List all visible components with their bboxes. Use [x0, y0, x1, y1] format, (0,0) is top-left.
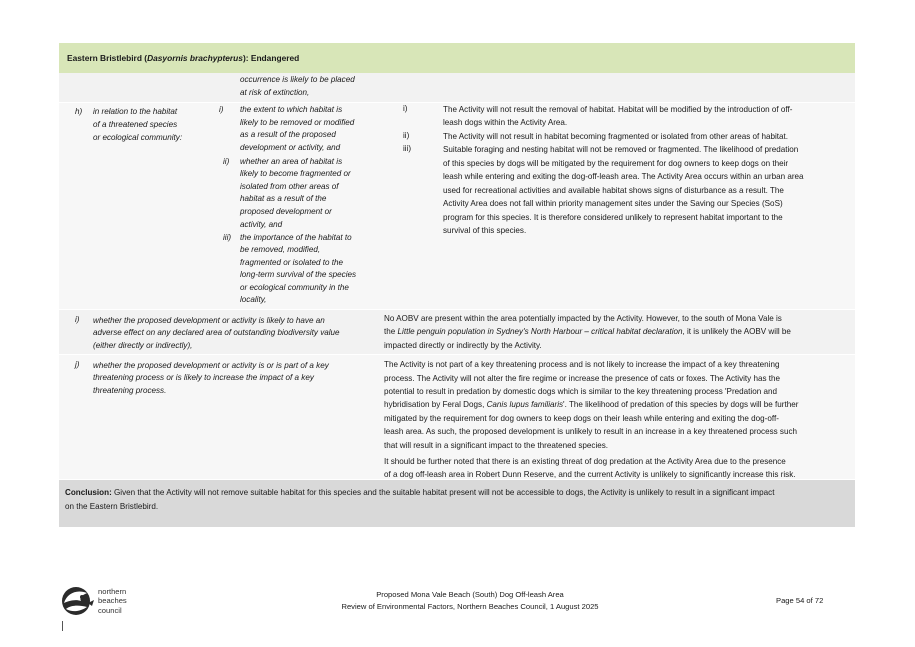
response-i-line-3: impacted directly or indirectly by the Activity.: [384, 341, 542, 350]
criterion-h-line-2: of a threatened species: [93, 120, 178, 129]
subitem-iii-line: the importance of the habitat to: [240, 233, 352, 242]
logo-line: council: [98, 605, 122, 615]
conclusion-line-2: on the Eastern Bristlebird.: [65, 502, 159, 511]
table-row-j: [59, 355, 855, 479]
table-row-h: [59, 103, 855, 309]
response-j-line: It should be further noted that there is an existing threat of dog predation at the Activity Area due to the presence: [384, 457, 786, 466]
conclusion-row: [59, 480, 855, 527]
response-j-text: hybridisation by Feral Dogs,: [384, 400, 487, 409]
criterion-i-line-1: whether the proposed development or activity is likely to have an: [93, 316, 325, 325]
subitem-ii-line: activity, and: [240, 220, 283, 229]
criterion-i-line-3: (either directly or indirectly),: [93, 341, 193, 350]
conclusion-line-1: [65, 486, 855, 500]
species-latin-name: Dasyornis brachypterus: [147, 53, 243, 63]
response-line: Activity Area does not fall within priority management sites under the Saving our Species (SoS): [443, 199, 783, 208]
response-j-line: leash area. As such, the proposed development is unlikely to result in an increase in a key threatened process such: [384, 427, 798, 436]
response-line: The Activity will not result the removal of habitat. Habitat will be modified by the introduction of off-: [443, 105, 793, 114]
response-num-iii: iii): [403, 144, 412, 153]
criterion-h-line-1: in relation to the habitat: [93, 107, 178, 116]
row-letter-i: i): [75, 315, 80, 324]
footer-divider: [62, 621, 63, 631]
response-j-line: The Activity is not part of a key threatening process and is not likely to increase the impact of a key threatening: [384, 360, 780, 369]
table-row-i: [59, 310, 855, 354]
subitem-iii-line: be removed, modified,: [240, 245, 321, 254]
logo-line: northern: [98, 587, 127, 596]
subitem-i-line: the extent to which habitat is: [240, 105, 343, 114]
criterion-j-line-2: threatening process or is likely to increase the impact of a key: [93, 373, 314, 382]
subitem-i-line: likely to be removed or modified: [240, 118, 355, 127]
response-i-text: the: [384, 327, 398, 336]
subitem-iii-line: locality,: [240, 295, 267, 304]
continuation-row: [59, 73, 855, 102]
species-status: ): Endangered: [242, 53, 300, 63]
council-logo-icon: [57, 583, 97, 624]
subitem-i-num: i): [219, 105, 224, 114]
continuation-line-1: occurrence is likely to be placed: [240, 75, 355, 84]
subitem-ii-line: whether an area of habitat is: [240, 157, 343, 166]
continuation-line-2: at risk of extinction,: [240, 88, 310, 97]
subitem-i-line: as a result of the proposed: [240, 130, 336, 139]
footer-subtitle: Review of Environmental Factors, Northern Beaches Council, 1 August 2025: [341, 602, 599, 611]
subitem-ii-line: habitat as a result of the: [240, 194, 327, 203]
table-header: [59, 43, 855, 73]
footer-title: Proposed Mona Vale Beach (South) Dog Off-leash Area: [376, 590, 564, 599]
response-line: of this species by dogs will be mitigated by the requirement for dog owners to keep dogs on their: [443, 159, 789, 168]
response-line: leash dogs within the Activity Area.: [443, 118, 568, 127]
response-j-text: '. The likelihood of predation of this species by dogs will be further: [563, 400, 799, 409]
response-j-line: [384, 398, 798, 411]
response-j-line: of a dog off-leash area in Robert Dunn Reserve, and the current Activity is unlikely to significantly increase this risk.: [384, 470, 796, 479]
response-line: The Activity will not result in habitat becoming fragmented or isolated from other areas of habitat.: [443, 132, 789, 141]
subitem-iii-line: or ecological community in the: [240, 283, 349, 292]
subitem-ii-num: ii): [223, 157, 230, 166]
row-letter-j: j): [75, 360, 80, 369]
response-i-line-2: [384, 325, 791, 338]
row-letter-h: h): [75, 107, 83, 116]
council-logo-text: [98, 587, 127, 615]
logo-line: beaches: [98, 596, 127, 606]
species-latin-dog: Canis lupus familiaris: [486, 400, 564, 409]
criterion-i-line-2: adverse effect on any declared area of outstanding biodiversity value: [93, 328, 340, 337]
response-line: Suitable foraging and nesting habitat will not be removed or fragmented. The likelihood of predation: [443, 145, 799, 154]
subitem-i-line: development or activity, and: [240, 143, 341, 152]
species-prefix: Eastern Bristlebird (: [67, 53, 148, 63]
subitem-ii-line: proposed development or: [240, 207, 332, 216]
response-line: leash while entering and exiting the dog-off-leash area. The Activity Area occurs within an urban area: [443, 172, 804, 181]
criterion-j-line-3: threatening process.: [93, 386, 167, 395]
subitem-iii-line: fragmented or isolated to the: [240, 258, 344, 267]
criterion-h-line-3: or ecological community:: [93, 133, 183, 142]
response-line: program for this species. It is therefore considered unlikely to represent habitat important to the: [443, 213, 783, 222]
response-num-ii: ii): [403, 131, 410, 140]
subitem-iii-line: long-term survival of the species: [240, 270, 357, 279]
conclusion-label: Conclusion:: [65, 488, 112, 497]
response-j-line: process. The Activity will not alter the fire regime or increase the presence of cats or foxes. The Activity has the: [384, 374, 781, 383]
conclusion-text: Given that the Activity will not remove suitable habitat for this species and the suitable habitat present will not be accessible to dogs, the Activity is unlikely to result in a significant impact: [111, 488, 775, 497]
response-j-line: potential to result in predation by domestic dogs which is similar to the key threatening process 'Predation and: [384, 387, 777, 396]
response-i-line-1: No AOBV are present within the area potentially impacted by the Activity. However, to the south of Mona Vale is: [384, 314, 782, 323]
response-line: used for recreational activities and available habitat shows signs of disturbance as a result. The: [443, 186, 784, 195]
response-num-i: i): [403, 104, 408, 113]
response-i-text: , it is unlikely the AOBV will be: [682, 327, 791, 336]
response-line: survival of this species.: [443, 226, 527, 235]
criterion-j-line-1: whether the proposed development or activity is or is part of a key: [93, 361, 329, 370]
subitem-iii-num: iii): [223, 233, 232, 242]
footer-title-block: [300, 589, 640, 613]
response-j-line: mitigated by the requirement for dog owners to keep dogs on their leash while entering and exiting the dog-off-: [384, 414, 779, 423]
subitem-ii-line: likely to become fragmented or: [240, 169, 351, 178]
subitem-ii-line: isolated from other areas of: [240, 182, 339, 191]
habitat-declaration-title: Little penguin population in Sydney's North Harbour – critical habitat declaration: [397, 327, 683, 336]
response-j-line: that will result in a significant impact to the threatened species.: [384, 441, 609, 450]
page-number: Page 54 of 72: [776, 596, 824, 605]
